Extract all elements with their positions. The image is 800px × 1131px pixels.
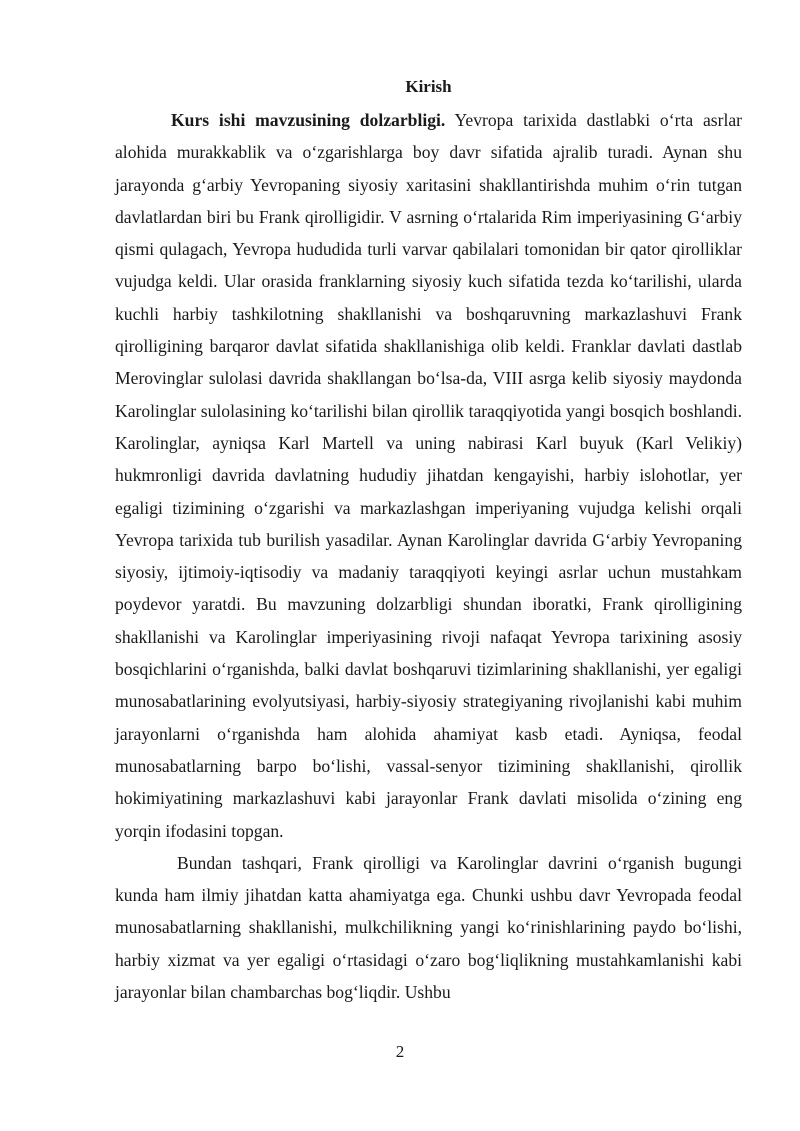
page-number: 2 [395, 1042, 405, 1061]
document-page [115, 74, 742, 1008]
paragraph-body: Yevropa tarixida dastlabki o‘rta asrlar alohida murakkablik va o‘zgarishlarga boy davr sifatida ajralib turadi. Aynan shu jarayonda g‘arbiy Yevropaning siyosiy xaritasini shakllantirishda muhim o‘rin tutgan davlatlardan biri bu Frank qirolligidir. V asrning o‘rtalarida Rim imperiyasining G‘arbiy qismi qulagach, Yevropa hududida turli varvar qabilalari tomonidan bir qator qirolliklar vujudga keldi. Ular orasida franklarning siyosiy kuch sifatida tezda ko‘tarilishi, ularda kuchli harbiy tashkilotning shakllanishi va boshqaruvning markazlashuvi Frank qirolligining barqaror davlat sifatida shakllanishiga olib keldi. Franklar davlati dastlab Merovinglar sulolasi davrida shakllangan bo‘lsa-da, VIII asrga kelib siyosiy maydonda Karolinglar sulolasining ko‘tarilishi bilan qirollik taraqqiyotida yangi bosqich boshlandi. Karolinglar, ayniqsa Karl Martell va uning nabirasi Karl buyuk (Karl Velikiy) hukmronligi davrida davlatning hududiy jihatdan kengayishi, harbiy islohotlar, yer egaligi tizimining o‘zgarishi va markazlashgan imperiyaning vujudga kelishi orqali Yevropa tarixida tub burilish yasadilar. Aynan Karolinglar davrida G‘arbiy Yevropaning siyosiy, ijtimoiy-iqtisodiy va madaniy taraqqiyoti keyingi asrlar uchun mustahkam poydevor yaratdi. Bu mavzuning dolzarbligi shundan iboratki, Frank qirolligining shakllanishi va Karolinglar imperiyasining rivoji nafaqat Yevropa tarixining asosiy bosqichlarini o‘rganishda, balki davlat boshqaruvi tizimlarining shakllanishi, yer egaligi munosabatlarining evolyutsiyasi, harbiy-siyosiy strategiyaning rivojlanishi kabi muhim jarayonlarni o‘rganishda ham alohida ahamiyat kasb etadi. Ayniqsa, feodal munosabatlarning barpo bo‘lishi, vassal-senyor tizimining shakllanishi, qirollik hokimiyatining markazlashuvi kabi jarayonlar Frank davlati misolida o‘zining eng yorqin ifodasini topgan. [115, 110, 743, 841]
paragraph-lead: Kurs ishi mavzusining dolzarbligi. [171, 110, 446, 130]
paragraph-additional: Bundan tashqari, Frank qirolligi va Karolinglar davrini o‘rganish bugungi kunda ham ilmiy jihatdan katta ahamiyatga ega. Chunki ushbu davr Yevropada feodal munosabatlarning shakllanishi, mulkchilikning yangi ko‘rinishlarining paydo bo‘lishi, harbiy xizmat va yer egaligi o‘rtasidagi o‘zaro bog‘liqlikning mustahkamlanishi kabi jarayonlar bilan chambarchas bog‘liqdir. Ushbu [115, 852, 742, 1003]
section-heading: Kirish [405, 77, 452, 96]
paragraph-relevance [115, 104, 742, 847]
